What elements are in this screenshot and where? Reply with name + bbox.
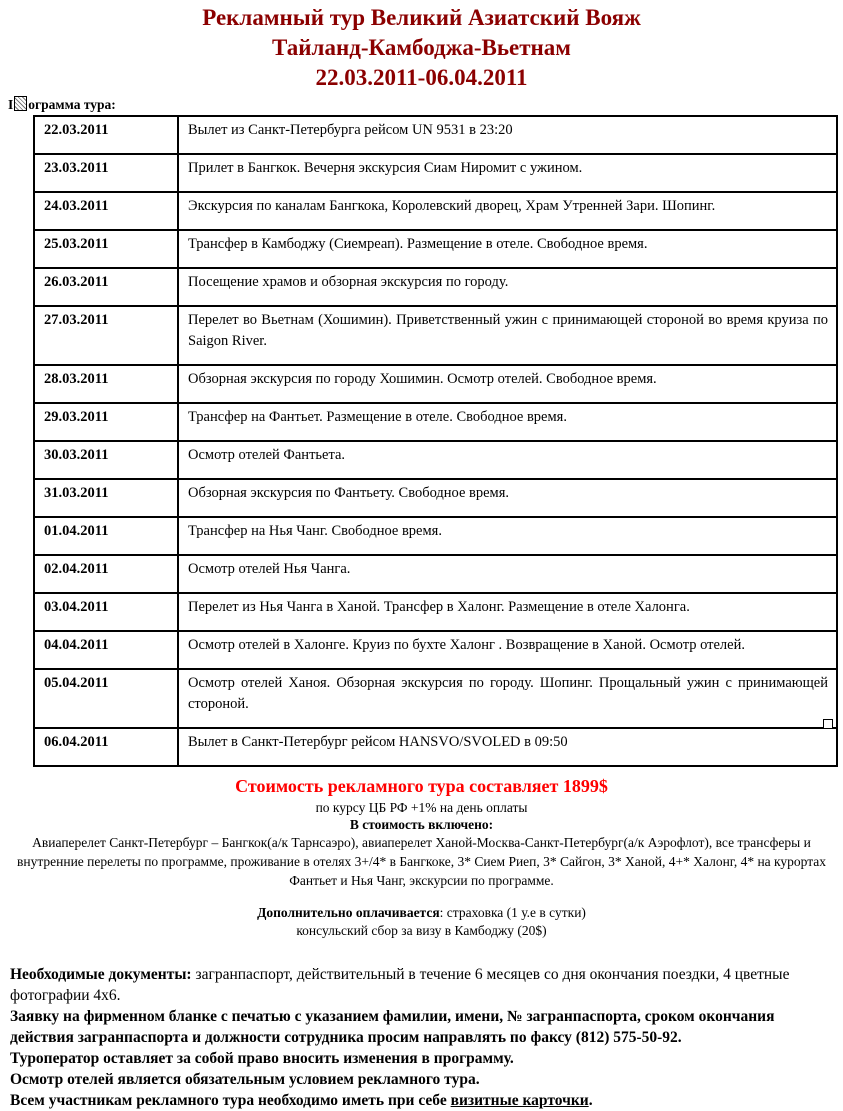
description-cell: Осмотр отелей Ханоя. Обзорная экскурсия по городу. Шопинг. Прощальный ужин с принимающей стороной. [178,669,837,728]
date-cell: 01.04.2011 [34,517,178,555]
document-title [0,0,843,93]
table-row [34,306,837,365]
business-cards-period: . [588,1092,593,1109]
description-cell: Осмотр отелей в Халонге. Круиз по бухте Халонг . Возвращение в Ханой. Осмотр отелей. [178,631,837,669]
table-row [34,728,837,766]
table-row [34,593,837,631]
required-documents-text: загранпаспорт, действительный в течение 6 месяцев со дня окончания поездки, 4 цветные фотографии 4х6. [10,966,790,1004]
included-label: В стоимость включено: [349,817,494,832]
included-text: Авиаперелет Санкт-Петербург – Бангкок(а/к Тарнсаэро), авиаперелет Ханой-Москва-Санкт-Петербург(а/к Аэрофлот), все трансферы и внутренние перелеты по программе, проживание в отелях 3+/4* в Бангкоке, 3* Сием Риеп, 3* Сайгон, 3* Ханой, 4+* Халонг, 4* на курортах Фантьет и Нья Чанг, экскурсии по программе. [16,835,827,888]
table-row [34,479,837,517]
date-cell: 24.03.2011 [34,192,178,230]
title-line-1: Рекламный тур Великий Азиатский Вояж [202,5,641,30]
required-documents-label: Необходимые документы: [10,966,192,983]
table-row [34,230,837,268]
table-row [34,154,837,192]
business-cards-note [10,1090,835,1111]
date-cell: 23.03.2011 [34,154,178,192]
table-row [34,268,837,306]
exchange-rate-note: по курсу ЦБ РФ +1% на день оплаты [315,800,528,815]
date-cell: 29.03.2011 [34,403,178,441]
extra-charges-label: Дополнительно оплачивается [257,905,440,920]
fax-request-note: Заявку на фирменном бланке с печатью с указанием фамилии, имени, № загранпаспорта, сроком окончания действия загранпаспорта и должности сотрудника просим направлять по факсу (812) 575-50-92. [10,1008,775,1046]
table-row [34,631,837,669]
table-row [34,365,837,403]
description-cell: Трансфер на Нья Чанг. Свободное время. [178,517,837,555]
date-cell: 28.03.2011 [34,365,178,403]
price-heading: Стоимость рекламного тура составляет 1899$ [235,776,608,796]
extra-charges-rest: : страховка (1 у.е в сутки) [439,905,586,920]
description-cell: Осмотр отелей Нья Чанга. [178,555,837,593]
anchor-marker-icon [823,719,833,729]
table-row [34,192,837,230]
description-cell: Прилет в Бангкок. Вечерня экскурсия Сиам Ниромит с ужином. [178,154,837,192]
description-cell: Экскурсия по каналам Бангкока, Королевский дворец, Храм Утренней Зари. Шопинг. [178,192,837,230]
date-cell: 05.04.2011 [34,669,178,728]
extra-charges [0,904,843,940]
description-cell: Трансфер на Фантьет. Размещение в отеле. Свободное время. [178,403,837,441]
title-line-3: 22.03.2011-06.04.2011 [315,65,528,90]
program-label-text: ограмма тура: [28,97,116,112]
description-cell: Перелет во Вьетнам (Хошимин). Приветственный ужин с принимающей стороной во время круиза по Saigon River. [178,306,837,365]
date-cell: 27.03.2011 [34,306,178,365]
date-cell: 02.04.2011 [34,555,178,593]
date-cell: 25.03.2011 [34,230,178,268]
table-row [34,441,837,479]
date-cell: 03.04.2011 [34,593,178,631]
table-row [34,403,837,441]
date-cell: 30.03.2011 [34,441,178,479]
hotel-inspection-note: Осмотр отелей является обязательным условием рекламного тура. [10,1071,480,1088]
operator-rights-note: Туроператор оставляет за собой право вносить изменения в программу. [10,1050,514,1067]
table-row [34,517,837,555]
missing-glyph-box-icon [14,96,27,111]
table-row [34,555,837,593]
extra-charges-line-1 [0,904,843,922]
business-cards-text: Всем участникам рекламного тура необходимо иметь при себе [10,1092,451,1109]
date-cell: 04.04.2011 [34,631,178,669]
business-cards-underlined: визитные карточки [450,1092,589,1109]
program-label [8,96,843,113]
itinerary-table [33,115,838,767]
date-cell: 22.03.2011 [34,116,178,154]
description-cell: Обзорная экскурсия по Фантьету. Свободное время. [178,479,837,517]
table-row [34,116,837,154]
description-cell: Осмотр отелей Фантьета. [178,441,837,479]
date-cell: 26.03.2011 [34,268,178,306]
description-cell: Вылет из Санкт-Петербурга рейсом UN 9531 в 23:20 [178,116,837,154]
description-cell: Вылет в Санкт-Петербург рейсом HANSVO/SVOLED в 09:50 [178,728,837,766]
description-cell: Обзорная экскурсия по городу Хошимин. Осмотр отелей. Свободное время. [178,365,837,403]
description-cell: Перелет из Нья Чанга в Ханой. Трансфер в Халонг. Размещение в отеле Халонга. [178,593,837,631]
broken-glyph-prefix: I [8,97,14,112]
footer-notes [10,964,835,1111]
required-documents [10,964,835,1006]
table-row [34,669,837,728]
title-line-2: Тайланд-Камбоджа-Вьетнам [272,35,571,60]
date-cell: 31.03.2011 [34,479,178,517]
extra-charges-line-2: консульский сбор за визу в Камбоджу (20$) [296,923,547,938]
description-cell: Трансфер в Камбоджу (Сиемреап). Размещение в отеле. Свободное время. [178,230,837,268]
date-cell: 06.04.2011 [34,728,178,766]
description-cell: Посещение храмов и обзорная экскурсия по городу. [178,268,837,306]
